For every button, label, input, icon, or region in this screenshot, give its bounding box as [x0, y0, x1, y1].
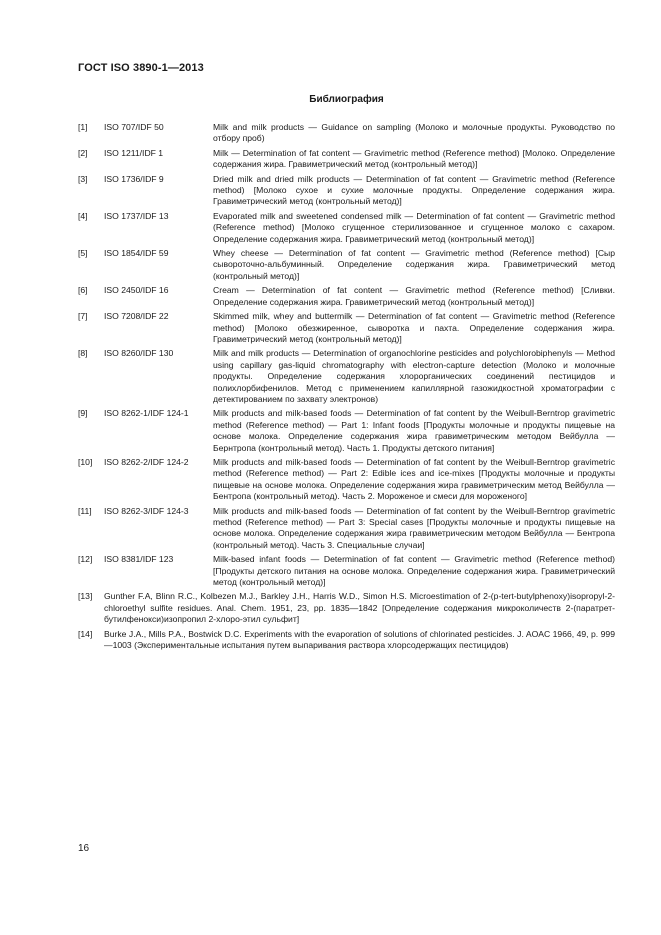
entry-number: [8] — [78, 348, 88, 359]
entry-standard: ISO 2450/IDF 16 — [104, 285, 169, 296]
bibliography-entry — [78, 148, 615, 171]
bibliography-entry — [78, 122, 615, 145]
entry-text: Burke J.A., Mills P.A., Bostwick D.C. Experiments with the evaporation of solutions of chlorinated pesticides. J. AOAC 1966, 49, p. 999—1003 (Экспериментальные испытания путем выпаривания раствора хлорсодержащих пестицидов) — [104, 628, 615, 651]
entry-text: Milk and milk products — Determination of organochlorine pesticides and polychlorobiphenyls — Method using capillary gas-liquid chromatography with electron-capture detection (Молоко и молочные продукты. Определение содержания хлорорганических соединений пестицидов и полихлорбифенилов. Метод с применением капиллярной газожидкостной хроматографии с детектированием по захвату электронов) — [213, 348, 615, 404]
bibliography-entry — [78, 211, 615, 245]
bibliography-entry — [78, 285, 615, 308]
bibliography-entry — [78, 174, 615, 208]
entry-text: Milk and milk products — Guidance on sampling (Молоко и молочные продукты. Руководство по отбору проб) — [213, 122, 615, 144]
bibliography-entry — [78, 348, 615, 405]
entry-number: [3] — [78, 173, 88, 184]
entry-number: [12] — [78, 554, 93, 565]
entry-number: [1] — [78, 122, 88, 132]
bibliography-entry — [78, 408, 615, 454]
bibliography-entry — [78, 506, 615, 552]
entry-standard: ISO 707/IDF 50 — [104, 122, 164, 132]
entry-number: [9] — [78, 408, 88, 419]
entry-standard: ISO 8262-3/IDF 124-3 — [104, 505, 189, 516]
entry-number: [5] — [78, 248, 88, 259]
entry-text: Milk products and milk-based foods — Determination of fat content by the Weibull-Berntrop gravimetric method (Reference method) — Part 2: Edible ices and ice-mixes [Продукты молочные и продукты пищевые на основе молока. Определение содержания жира гравиметрическим метод Вейбулла — Бентропа (контрольный метод). Часть 2. Мороженое и смеси для мороженого] — [213, 456, 615, 502]
bibliography-entry — [78, 248, 615, 282]
entry-standard: ISO 7208/IDF 22 — [104, 311, 169, 322]
entry-text: Milk products and milk-based foods — Determination of fat content by the Weibull-Berntrop gravimetric method (Reference method) — Part 3: Special cases [Продукты молочные и продукты пищевые на основе молока. Определение содержания жира гравиметрическим методом Вейбулла — Бентропа (контрольный метод). Часть 3. Специальные случаи] — [213, 505, 615, 550]
bibliography-title-text: Библиография — [309, 94, 384, 105]
bibliography-entry — [78, 629, 615, 652]
entry-standard: ISO 1737/IDF 13 — [104, 210, 169, 221]
entry-number: [10] — [78, 456, 93, 467]
entry-number: [13] — [78, 591, 93, 602]
entry-text: Evaporated milk and sweetened condensed milk — Determination of fat content — Gravimetric method (Reference method) [Молоко сгущенное стерилизованное и сгущенное молоко с сахаром. Определение содержания жира. Гравиметрический метод (контрольный метод)] — [213, 210, 615, 244]
page-number: 16 — [78, 843, 90, 854]
entry-text: Cream — Determination of fat content — Gravimetric method (Reference method) [Сливки. Определение содержания жира. Гравиметрический метод (контрольный метод)] — [213, 285, 615, 307]
entry-number: [2] — [78, 147, 88, 158]
entry-standard: ISO 8381/IDF 123 — [104, 554, 174, 565]
entry-text: Gunther F.A, Blinn R.C., Kolbezen M.J., Barkley J.H., Harris W.D., Simon H.S. Microestimation of 2-(p-tert-butylphenoxy)isopropyl-2-chloroethyl sulfite residues. Anal. Chem. 1951, 23, pp. 1835—1842 [Определение содержания микроколичеств 2-(паратрет-бутилфенокси)изопропил 2-хлоро-этил сульфит] — [104, 591, 615, 625]
entry-text: Whey cheese — Determination of fat content — Gravimetric method (Reference method) [Сыр сывороточно-альбуминный. Определение содержания жира. Гравиметрический метод (контрольный метод)] — [213, 248, 615, 281]
entry-text: Dried milk and dried milk products — Determination of fat content — Gravimetric method (Reference method) [Молоко сухое и сухие молочные продукты. Определение содержания жира. Гравиметрический метод (контрольный метод)] — [213, 173, 615, 207]
bibliography-entry — [78, 311, 615, 345]
entry-standard: ISO 1211/IDF 1 — [104, 147, 164, 158]
entry-standard: ISO 1736/IDF 9 — [104, 173, 164, 184]
bibliography-entry — [78, 591, 615, 625]
bibliography-list — [78, 122, 615, 654]
entry-text: Skimmed milk, whey and buttermilk — Determination of fat content — Gravimetric method (Reference method) [Молоко обезжиренное, сыворотка и пахта. Определение содержания жира. Гравиметрический метод (контрольный метод)] — [213, 311, 615, 344]
document-header: ГОСТ ISO 3890-1—2013 — [78, 62, 204, 74]
entry-number: [7] — [78, 311, 88, 322]
entry-text: Milk — Determination of fat content — Gravimetric method (Reference method) [Молоко. Определение содержания жира. Гравиметрический метод (контрольный метод)] — [213, 147, 615, 170]
entry-standard: ISO 8260/IDF 130 — [104, 348, 174, 359]
bibliography-title — [0, 94, 661, 105]
entry-number: [14] — [78, 628, 93, 639]
entry-number: [11] — [78, 505, 92, 516]
entry-standard: ISO 8262-1/IDF 124-1 — [104, 408, 189, 419]
bibliography-entry — [78, 554, 615, 588]
entry-standard: ISO 8262-2/IDF 124-2 — [104, 456, 189, 467]
bibliography-entry — [78, 457, 615, 503]
entry-text: Milk products and milk-based foods — Determination of fat content by the Weibull-Berntrop gravimetric method (Reference method) — Part 1: Infant foods [Продукты молочные и продукты пищевые на основе молока. Определение содержания жира гравиметрическим методом Вейбулла — Бернтропа (контрольный метод). Часть 1. Продукты детского питания] — [213, 408, 615, 453]
entry-text: Milk-based infant foods — Determination of fat content — Gravimetric method (Reference method) [Продукты детского питания на основе молока. Определение содержания жира. Гравиметрический метод (контрольный метод)] — [213, 554, 615, 588]
entry-number: [4] — [78, 210, 88, 221]
entry-number: [6] — [78, 285, 88, 296]
entry-standard: ISO 1854/IDF 59 — [104, 248, 169, 259]
